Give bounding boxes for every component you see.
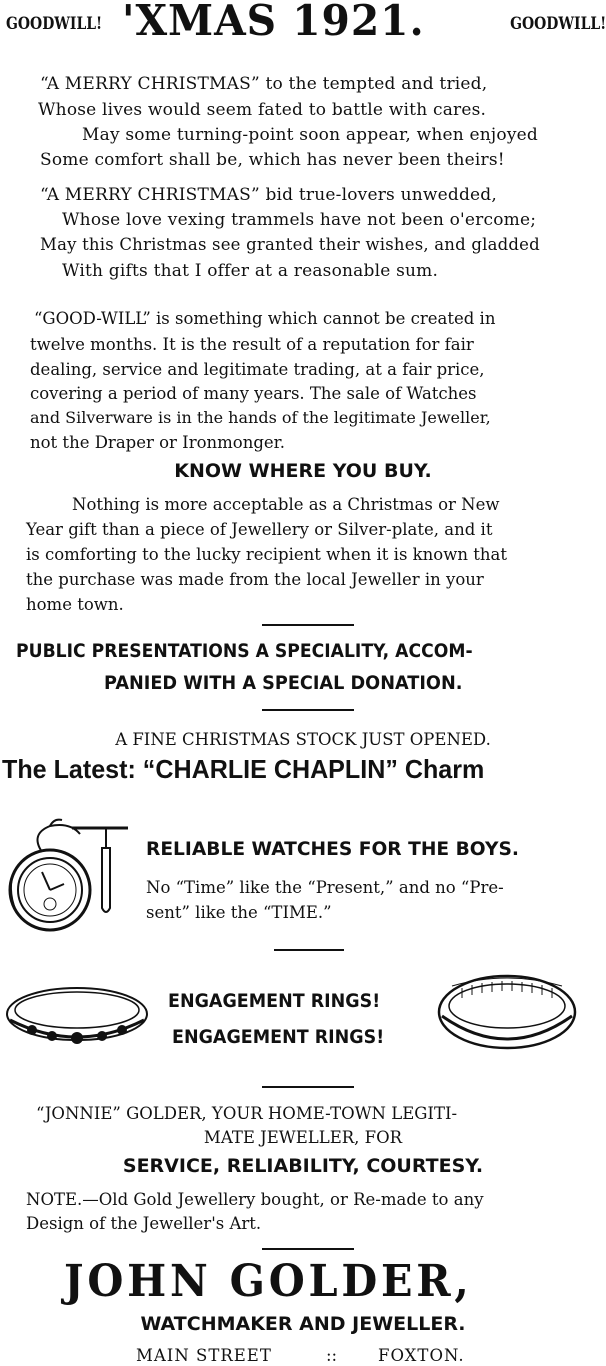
band-ring-illustration xyxy=(432,966,582,1066)
jonnie-line-2: MATE JEWELLER, FOR xyxy=(203,1128,403,1147)
pocket-watch-illustration xyxy=(2,812,132,942)
jonnie-line-1: “JONNIE” GOLDER, YOUR HOME-TOWN LEGITI- xyxy=(36,1104,458,1123)
rings-line-1: ENGAGEMENT RINGS! xyxy=(168,990,381,1012)
goodwill-line-3: dealing, service and legitimate trading, at a fair price, xyxy=(30,360,485,379)
presentations-line-1: PUBLIC PRESENTATIONS A SPECIALITY, ACCOM- xyxy=(16,640,473,662)
divider-rule xyxy=(262,1086,354,1088)
goodwill-line-1: “GOOD-WILL” is something which cannot be created in xyxy=(34,309,496,328)
nothing-line-2: Year gift than a piece of Jewellery or Silver-plate, and it xyxy=(26,520,493,539)
nothing-line-4: the purchase was made from the local Jeweller in your xyxy=(26,570,484,589)
jeweller-name: JOHN GOLDER, xyxy=(64,1256,473,1307)
goodwill-left: GOODWILL! xyxy=(6,14,103,34)
address-street: MAIN STREET xyxy=(136,1346,272,1365)
nothing-line-3: is comforting to the lucky recipient when it is known that xyxy=(26,545,507,564)
note-line-1: NOTE.—Old Gold Jewellery bought, or Re-made to any xyxy=(26,1190,484,1209)
goodwill-line-6: not the Draper or Ironmonger. xyxy=(30,433,286,452)
verse-line-4: Some comfort shall be, which has never been theirs! xyxy=(40,150,505,170)
verse-line-8: With gifts that I offer at a reasonable sum. xyxy=(62,261,439,281)
goodwill-line-4: covering a period of many years. The sale of Watches xyxy=(30,384,477,403)
verse-line-2: Whose lives would seem fated to battle with cares. xyxy=(38,100,487,120)
stock-line: A FINE CHRISTMAS STOCK JUST OPENED. xyxy=(115,730,491,749)
verse-line-3: May some turning-point soon appear, when enjoyed xyxy=(82,125,538,145)
jeweller-trade: WATCHMAKER AND JEWELLER. xyxy=(140,1313,466,1335)
address-separator: :: xyxy=(326,1346,338,1365)
verse-line-6: Whose love vexing trammels have not been o'ercome; xyxy=(62,210,537,230)
page-title: 'XMAS 1921. xyxy=(122,0,425,45)
divider-rule xyxy=(274,949,344,951)
note-line-2: Design of the Jeweller's Art. xyxy=(26,1214,262,1233)
divider-rule xyxy=(262,709,354,711)
jeweled-ring-illustration xyxy=(2,980,152,1052)
watches-heading: RELIABLE WATCHES FOR THE BOYS. xyxy=(146,838,519,860)
watches-line-2: sent” like the “TIME.” xyxy=(146,903,332,922)
goodwill-right: GOODWILL! xyxy=(509,14,606,34)
service-line: SERVICE, RELIABILITY, COURTESY. xyxy=(122,1155,484,1177)
goodwill-line-5: and Silverware is in the hands of the legitimate Jeweller, xyxy=(30,408,491,427)
presentations-line-2: PANIED WITH A SPECIAL DONATION. xyxy=(104,672,463,694)
nothing-line-5: home town. xyxy=(26,595,124,614)
divider-rule xyxy=(262,624,354,626)
rings-line-2: ENGAGEMENT RINGS! xyxy=(172,1026,385,1048)
verse-line-1: “A MERRY CHRISTMAS” to the tempted and tried, xyxy=(40,74,488,94)
verse-line-7: May this Christmas see granted their wishes, and gladded xyxy=(40,235,540,254)
know-heading: KNOW WHERE YOU BUY. xyxy=(174,460,432,482)
address-town: FOXTON. xyxy=(378,1346,465,1365)
divider-rule xyxy=(262,1248,354,1250)
watches-line-1: No “Time” like the “Present,” and no “Pre- xyxy=(146,878,504,897)
goodwill-line-2: twelve months. It is the result of a reputation for fair xyxy=(30,335,474,354)
charm-line: The Latest: “CHARLIE CHAPLIN” Charm xyxy=(2,754,485,784)
nothing-line-1: Nothing is more acceptable as a Christmas or New xyxy=(72,495,500,514)
verse-line-5: “A MERRY CHRISTMAS” bid true-lovers unwedded, xyxy=(40,185,497,205)
